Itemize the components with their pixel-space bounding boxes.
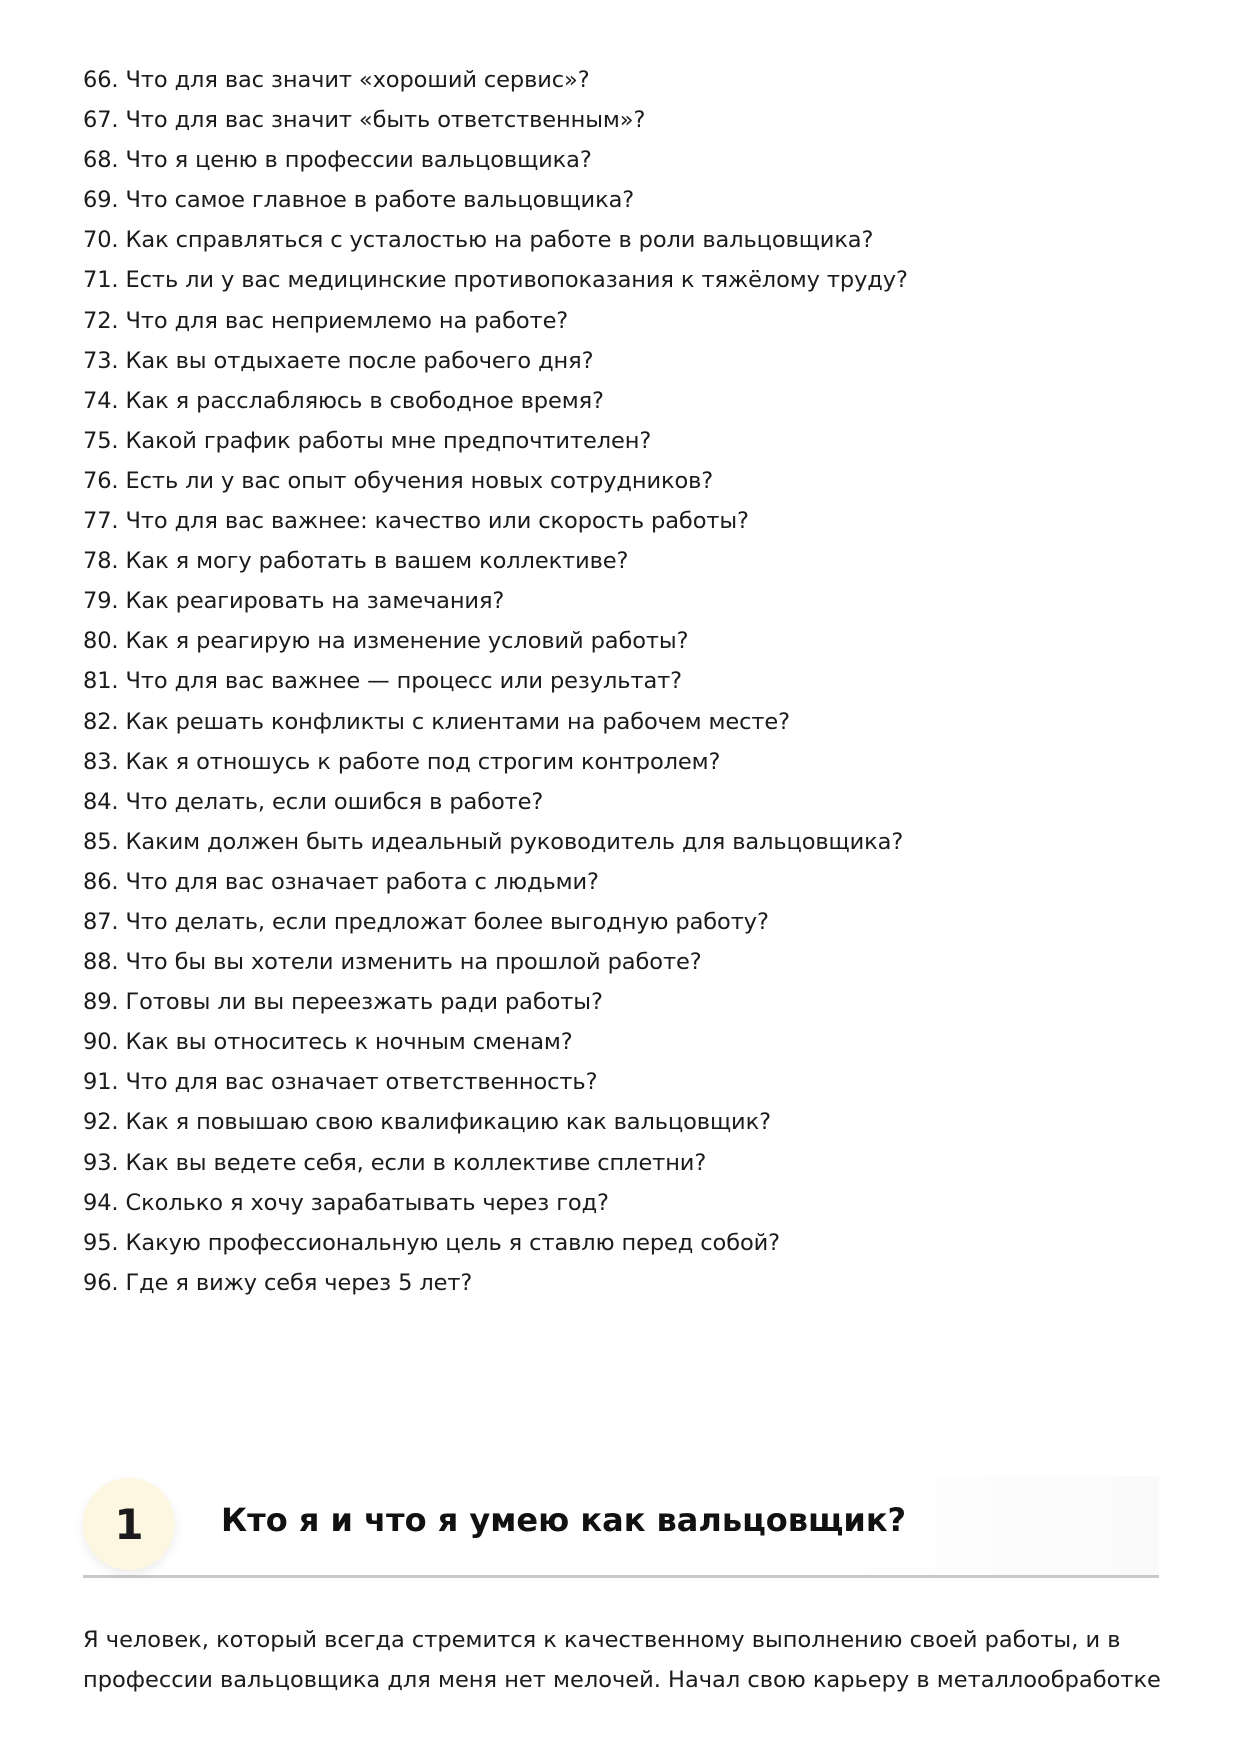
- question-text: Как решать конфликты с клиентами на рабочем месте?: [125, 708, 791, 735]
- question-text: Что для вас важнее: качество или скорость работы?: [125, 508, 749, 535]
- question-item: [83, 100, 1163, 140]
- question-item: [83, 702, 1163, 742]
- question-number: 77.: [83, 508, 119, 535]
- question-number: 66.: [83, 67, 119, 93]
- question-item: [83, 180, 1163, 220]
- question-item: [83, 742, 1163, 782]
- question-text: Есть ли у вас медицинские противопоказания к тяжёлому труду?: [125, 267, 908, 294]
- question-item: [83, 220, 1163, 260]
- question-number: 95.: [83, 1229, 119, 1256]
- question-text: Есть ли у вас опыт обучения новых сотрудников?: [125, 467, 714, 494]
- section-number-badge: 1: [83, 1478, 175, 1570]
- question-text: Как я расслабляюсь в свободное время?: [125, 387, 604, 414]
- question-item: [83, 822, 1163, 862]
- question-text: Что делать, если предложат более выгодную работу?: [125, 908, 769, 935]
- question-number: 83.: [83, 748, 119, 775]
- question-text: Что бы вы хотели изменить на прошлой работе?: [125, 949, 702, 976]
- question-item: [83, 1062, 1163, 1102]
- question-number: 89.: [83, 989, 119, 1016]
- question-number: 75.: [83, 427, 119, 454]
- question-text: Что самое главное в работе вальцовщика?: [125, 187, 635, 214]
- question-number: 73.: [83, 347, 119, 374]
- question-item: [83, 982, 1163, 1022]
- section-header: [83, 1476, 1159, 1578]
- question-text: Что для вас значит «быть ответственным»?: [125, 107, 646, 134]
- question-list: [83, 60, 1163, 1303]
- question-text: Что для вас важнее — процесс или результат?: [125, 668, 682, 695]
- question-text: Как я повышаю свою квалификацию как вальцовщик?: [125, 1109, 771, 1136]
- question-item: [83, 260, 1163, 300]
- question-number: 96.: [83, 1269, 119, 1296]
- question-text: Что я ценю в профессии вальцовщика?: [125, 147, 592, 174]
- question-number: 68.: [83, 147, 119, 174]
- question-text: Что для вас неприемлемо на работе?: [125, 307, 569, 334]
- question-text: Какую профессиональную цель я ставлю перед собой?: [125, 1229, 781, 1256]
- question-item: [83, 902, 1163, 942]
- question-number: 94.: [83, 1189, 119, 1216]
- question-text: Как я могу работать в вашем коллективе?: [125, 548, 629, 575]
- question-number: 69.: [83, 187, 119, 214]
- question-number: 70.: [83, 227, 119, 254]
- question-number: 90.: [83, 1029, 119, 1056]
- question-number: 81.: [83, 668, 119, 695]
- question-text: Что для вас значит «хороший сервис»?: [125, 67, 590, 93]
- question-number: 74.: [83, 387, 119, 414]
- question-number: 79.: [83, 588, 119, 615]
- question-text: Как вы относитесь к ночным сменам?: [125, 1029, 573, 1056]
- question-number: 84.: [83, 788, 119, 815]
- question-item: [83, 541, 1163, 581]
- question-text: Что для вас означает ответственность?: [125, 1069, 598, 1096]
- question-text: Где я вижу себя через 5 лет?: [125, 1269, 473, 1296]
- question-item: [83, 461, 1163, 501]
- question-text: Как я реагирую на изменение условий работы?: [125, 628, 689, 655]
- question-number: 85.: [83, 828, 119, 855]
- question-item: [83, 301, 1163, 341]
- question-number: 93.: [83, 1149, 119, 1176]
- question-number: 92.: [83, 1109, 119, 1136]
- question-item: [83, 1223, 1163, 1263]
- question-item: [83, 661, 1163, 701]
- question-text: Как справляться с усталостью на работе в роли вальцовщика?: [125, 227, 874, 254]
- question-number: 86.: [83, 868, 119, 895]
- question-text: Как реагировать на замечания?: [125, 588, 505, 615]
- question-number: 82.: [83, 708, 119, 735]
- question-text: Как я отношусь к работе под строгим контролем?: [125, 748, 721, 775]
- question-text: Каким должен быть идеальный руководитель для вальцовщика?: [125, 828, 904, 855]
- question-item: [83, 1183, 1163, 1223]
- question-text: Готовы ли вы переезжать ради работы?: [125, 989, 603, 1016]
- question-item: [83, 501, 1163, 541]
- question-item: [83, 1263, 1163, 1303]
- question-number: 87.: [83, 908, 119, 935]
- question-item: [83, 1022, 1163, 1062]
- question-number: 67.: [83, 107, 119, 134]
- question-item: [83, 1143, 1163, 1183]
- question-item: [83, 381, 1163, 421]
- question-item: [83, 140, 1163, 180]
- question-item: [83, 782, 1163, 822]
- question-item: [83, 862, 1163, 902]
- question-number: 71.: [83, 267, 119, 294]
- question-item: [83, 1102, 1163, 1142]
- question-number: 72.: [83, 307, 119, 334]
- question-text: Какой график работы мне предпочтителен?: [125, 427, 652, 454]
- question-number: 78.: [83, 548, 119, 575]
- question-number: 88.: [83, 949, 119, 976]
- section-body-text: Я человек, который всегда стремится к качественному выполнению своей работы, и в профессии вальцовщика для меня нет мелочей. Начал свою карьеру в металлообработке: [83, 1627, 1161, 1693]
- question-text: Как вы отдыхаете после рабочего дня?: [125, 347, 594, 374]
- question-item: [83, 581, 1163, 621]
- section-title: Кто я и что я умею как вальцовщик?: [221, 1501, 907, 1539]
- question-text: Сколько я хочу зарабатывать через год?: [125, 1189, 609, 1216]
- question-item: [83, 621, 1163, 661]
- question-item: [83, 60, 1163, 100]
- question-item: [83, 421, 1163, 461]
- question-text: Как вы ведете себя, если в коллективе сплетни?: [125, 1149, 707, 1176]
- question-text: Что делать, если ошибся в работе?: [125, 788, 544, 815]
- question-number: 76.: [83, 467, 119, 494]
- question-item: [83, 341, 1163, 381]
- question-item: [83, 942, 1163, 982]
- question-number: 91.: [83, 1069, 119, 1096]
- question-number: 80.: [83, 628, 119, 655]
- question-text: Что для вас означает работа с людьми?: [125, 868, 599, 895]
